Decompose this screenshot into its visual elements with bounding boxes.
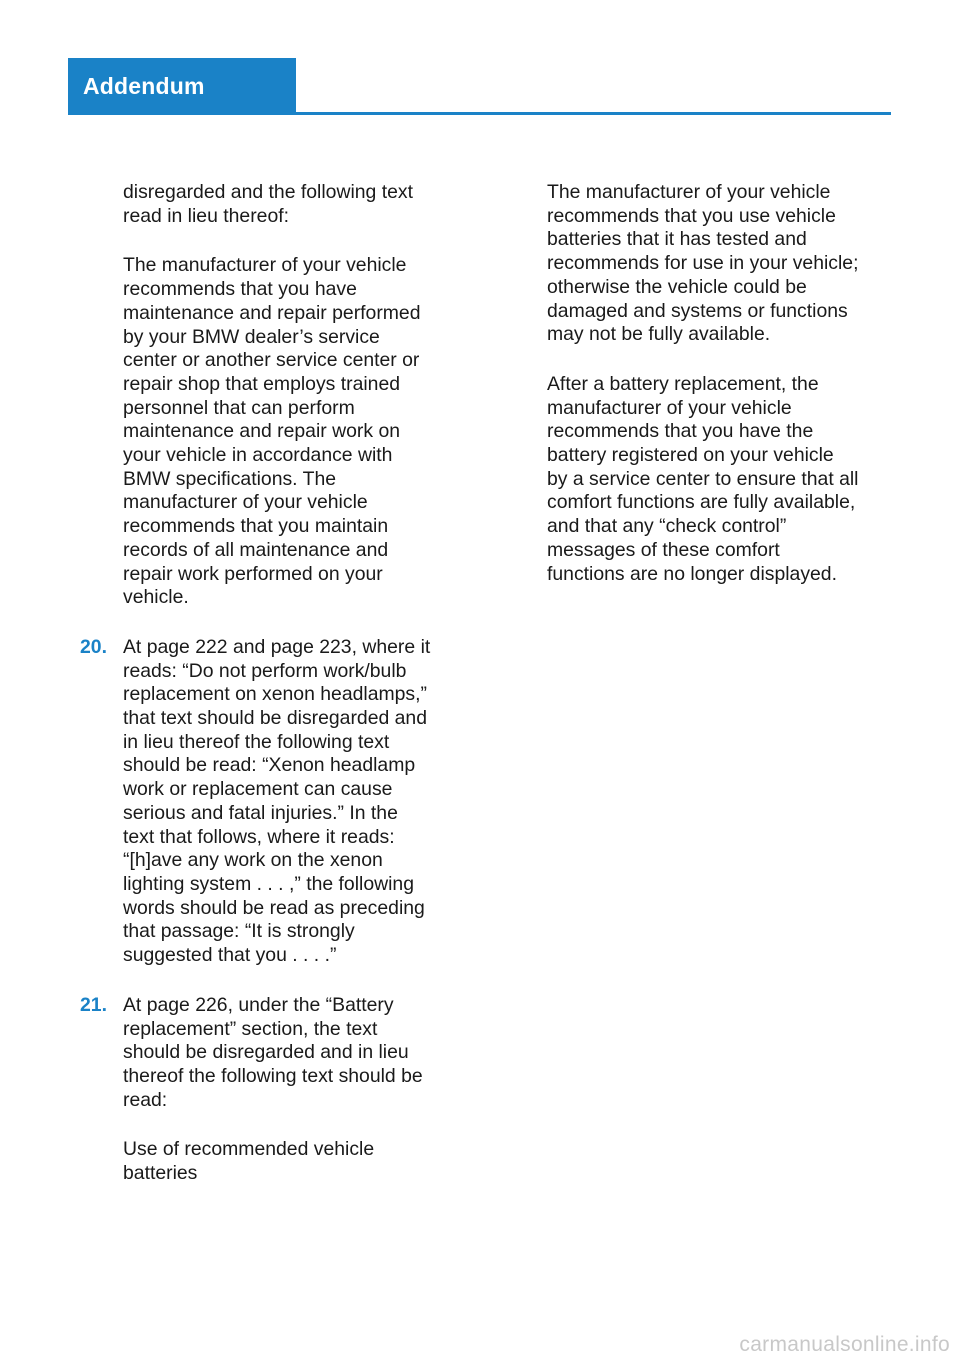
text-line: recommends that you use vehicle — [547, 204, 836, 227]
text-line: maintenance and repair work on — [123, 420, 401, 443]
text-line: battery registered on your vehicle — [547, 444, 834, 467]
paragraph-battery-heading — [80, 1138, 460, 1185]
header-divider — [68, 112, 891, 115]
section-title: Addendum — [83, 72, 205, 99]
text-line: comfort functions are fully available, — [547, 491, 856, 514]
text-line: by a service center to ensure that all — [547, 467, 859, 490]
text-line: batteries that it has tested and — [547, 228, 807, 251]
text-line: replacement on xenon headlamps,” — [123, 683, 427, 706]
text-line: and that any “check control” — [547, 515, 787, 538]
text-line: repair work performed on your — [123, 562, 383, 585]
text-line: suggested that you . . . .” — [123, 944, 337, 967]
text-line: may not be fully available. — [547, 323, 771, 346]
text-line: read in lieu thereof: — [123, 204, 290, 227]
text-line: that text should be disregarded and — [123, 707, 428, 730]
text-line: At page 222 and page 223, where it — [123, 635, 431, 658]
text-line: lighting system . . . ,” the following — [123, 872, 414, 895]
text-line: your vehicle in accordance with — [123, 444, 393, 467]
text-line: manufacturer of your vehicle — [547, 396, 792, 419]
text-line: repair shop that employs trained — [123, 372, 401, 395]
list-item-20 — [80, 636, 460, 968]
text-line: records of all maintenance and — [123, 538, 389, 561]
text-line: messages of these comfort — [547, 538, 780, 561]
text-line: serious and fatal injuries.” In the — [123, 801, 398, 824]
text-line: disregarded and the following text — [123, 181, 413, 203]
text-line: by your BMW dealer’s service — [123, 325, 380, 348]
text-line: recommends that you have — [123, 278, 357, 301]
text-line: recommends that you have the — [547, 420, 814, 443]
list-item-number: 20. — [80, 635, 107, 658]
list-item-21 — [80, 994, 460, 1113]
text-line: damaged and systems or functions — [547, 299, 848, 322]
text-line: vehicle. — [123, 586, 189, 609]
text-line: should be disregarded and in lieu — [123, 1041, 409, 1064]
text-line: The manufacturer of your vehicle — [547, 181, 831, 203]
paragraph-maintenance — [80, 254, 460, 610]
text-line: BMW specifications. The — [123, 467, 337, 490]
text-line: After a battery replacement, the — [547, 372, 819, 395]
section-header-tab — [68, 58, 296, 114]
text-line: maintenance and repair performed — [123, 301, 421, 324]
paragraph-battery-registration — [547, 373, 892, 586]
text-line: Use of recommended vehicle — [123, 1138, 375, 1161]
text-line: “[h]ave any work on the xenon — [123, 849, 383, 872]
text-line: that passage: “It is strongly — [123, 920, 355, 943]
text-line: text that follows, where it reads: — [123, 825, 395, 848]
text-line: recommends that you maintain — [123, 515, 389, 538]
text-line: otherwise the vehicle could be — [547, 275, 807, 298]
text-line: center or another service center or — [123, 349, 420, 372]
watermark: carmanualsonline.info — [739, 1333, 950, 1356]
paragraph-intro — [80, 181, 460, 228]
text-line: in lieu thereof the following text — [123, 730, 390, 753]
list-item-number: 21. — [80, 993, 107, 1016]
text-line: replacement” section, the text — [123, 1017, 378, 1040]
text-line: words should be read as preceding — [123, 896, 425, 919]
paragraph-battery-recommendation — [547, 181, 892, 347]
text-line: batteries — [123, 1162, 198, 1185]
text-line: read: — [123, 1088, 168, 1111]
right-column — [547, 181, 892, 612]
text-line: The manufacturer of your vehicle — [123, 254, 407, 277]
left-column — [80, 181, 460, 1212]
text-line: recommends for use in your vehicle; — [547, 252, 859, 275]
text-line: functions are no longer displayed. — [547, 562, 837, 585]
text-line: work or replacement can cause — [123, 778, 393, 801]
text-line: At page 226, under the “Battery — [123, 993, 394, 1016]
text-line: should be read: “Xenon headlamp — [123, 754, 416, 777]
text-line: reads: “Do not perform work/bulb — [123, 659, 407, 682]
text-line: thereof the following text should be — [123, 1064, 423, 1087]
text-line: manufacturer of your vehicle — [123, 491, 368, 514]
text-line: personnel that can perform — [123, 396, 355, 419]
